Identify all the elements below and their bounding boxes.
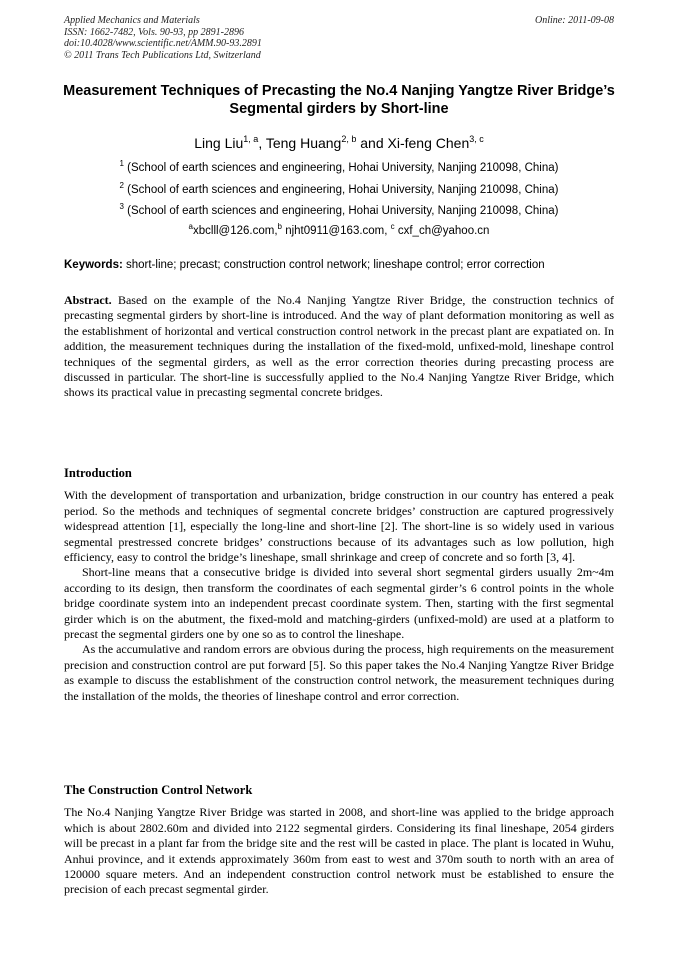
affiliation-number: 1 bbox=[119, 159, 124, 168]
author-list bbox=[0, 130, 678, 152]
issn-line: ISSN: 1662-7482, Vols. 90-93, pp 2891-2896 bbox=[64, 26, 244, 38]
author-name: Teng Huang bbox=[265, 135, 342, 151]
affiliation-text: (School of earth sciences and engineering, Hohai University, Nanjing 210098, China) bbox=[127, 205, 559, 217]
abstract-text: Based on the example of the No.4 Nanjing Yangtze River Bridge, the construction technics of precasting segmental girders by short-line is introduced. And the way of plant deformation monitoring as well as the establishment of horizontal and vertical construction control network in the precast plant are expatiated on. In addition, the measurement techniques during the installation of the fixed-mold, unfixed-mold, lineshape control techniques of the segmental girders, as well as the error correction theories during precasting process are discussed in particular. The short-line is successfully applied to the No.4 Nanjing Yangtze River Bridge, which shows its practical value in precasting segmental concrete bridges. bbox=[64, 293, 614, 400]
paragraph: The No.4 Nanjing Yangtze River Bridge was started in 2008, and short-line was applied to the bridge approach which is about 2802.60m and divided into 2122 segmental girders. Considering its final lineshape, 2054 girders will be precast in a plant far from the bridge site and the rest will be casted in place. The plant is located in Wuhu, Anhui province, and it extends approximately 360m from east to west and 370m south to north with an area of 120000 square meters. And an independent construction control network must be established to ensure the precision of each precast segmental girder. bbox=[64, 805, 614, 897]
email-mark: c bbox=[390, 222, 395, 231]
keywords-text: short-line; precast; construction control network; lineshape control; error correction bbox=[122, 259, 545, 271]
author-name: Ling Liu bbox=[194, 135, 244, 151]
affiliation-1 bbox=[0, 157, 678, 175]
email-address: njht0911@163.com, bbox=[285, 225, 388, 237]
introduction-section bbox=[64, 466, 614, 704]
copyright-line: © 2011 Trans Tech Publications Ltd, Switzerland bbox=[64, 49, 261, 61]
author-name: Xi-feng Chen bbox=[387, 135, 470, 151]
affiliation-number: 3 bbox=[119, 202, 124, 211]
author-affil-mark: 3, c bbox=[469, 134, 484, 144]
control-network-section bbox=[64, 783, 614, 898]
email-address: cxf_ch@yahoo.cn bbox=[397, 225, 490, 237]
author-affil-mark: 1, a bbox=[243, 134, 259, 144]
journal-name: Applied Mechanics and Materials bbox=[64, 15, 200, 26]
email-mark: b bbox=[277, 222, 282, 231]
journal-header bbox=[64, 15, 614, 61]
section-heading: Introduction bbox=[64, 466, 132, 480]
author-separator: and bbox=[356, 135, 388, 151]
author-separator: , bbox=[258, 135, 266, 151]
doi-line: doi:10.4028/www.scientific.net/AMM.90-93.2891 bbox=[64, 38, 262, 49]
keywords-line bbox=[64, 258, 624, 272]
section-heading: The Construction Control Network bbox=[64, 783, 253, 797]
affiliation-text: (School of earth sciences and engineering, Hohai University, Nanjing 210098, China) bbox=[127, 162, 559, 174]
paragraph: With the development of transportation and urbanization, bridge construction in our country has entered a peak period. So the methods and techniques of segmental concrete bridges’ construction are captured progressively widespread attention [1], especially the long-line and short-line [2]. The short-line is so widely used in various segmental prestressed concrete bridges’ constructions because of its advantages such as low pollution, high efficiency, easy to control the bridge’s lineshape, small shrinkage and creep of concrete and so forth [3, 4]. bbox=[64, 488, 614, 565]
author-affil-mark: 2, b bbox=[341, 134, 357, 144]
email-mark: a bbox=[188, 222, 193, 231]
affiliation-number: 2 bbox=[119, 181, 124, 190]
affiliation-3 bbox=[0, 200, 678, 218]
paragraph: As the accumulative and random errors are obvious during the process, high requirements on the measurement precision and construction control are put forward [5]. So this paper takes the No.4 Nanjing Yangtze River Bridge as example to discuss the establishment of the construction control network, the measurement techniques during the installation of the molds, the theories of lineshape control and error correction. bbox=[64, 642, 614, 703]
abstract-label: Abstract. bbox=[64, 293, 112, 307]
affiliation-2 bbox=[0, 179, 678, 197]
keywords-label: Keywords: bbox=[64, 259, 123, 271]
abstract-section bbox=[64, 293, 614, 401]
affiliation-text: (School of earth sciences and engineering, Hohai University, Nanjing 210098, China) bbox=[127, 184, 559, 196]
online-date: Online: 2011-09-08 bbox=[535, 15, 614, 26]
paragraph: Short-line means that a consecutive bridge is divided into several short segmental girders usually 2m~4m according to its design, then transform the coordinates of each segmental girder’s 6 control points in the whole bridge coordinate system into an independent precast coordinate system. Then, starting with the first segmental girder which is on the abutment, the fixed-mold and matching-girders (unfixed-mold) are used at a platform to precast the segmental girders one by one so as to control the lineshape. bbox=[64, 565, 614, 642]
email-address: xbclll@126.com, bbox=[193, 225, 278, 237]
email-list bbox=[0, 220, 678, 238]
paper-title: Measurement Techniques of Precasting the No.4 Nanjing Yangtze River Bridge’s Segmental girders by Short-line bbox=[63, 83, 615, 117]
